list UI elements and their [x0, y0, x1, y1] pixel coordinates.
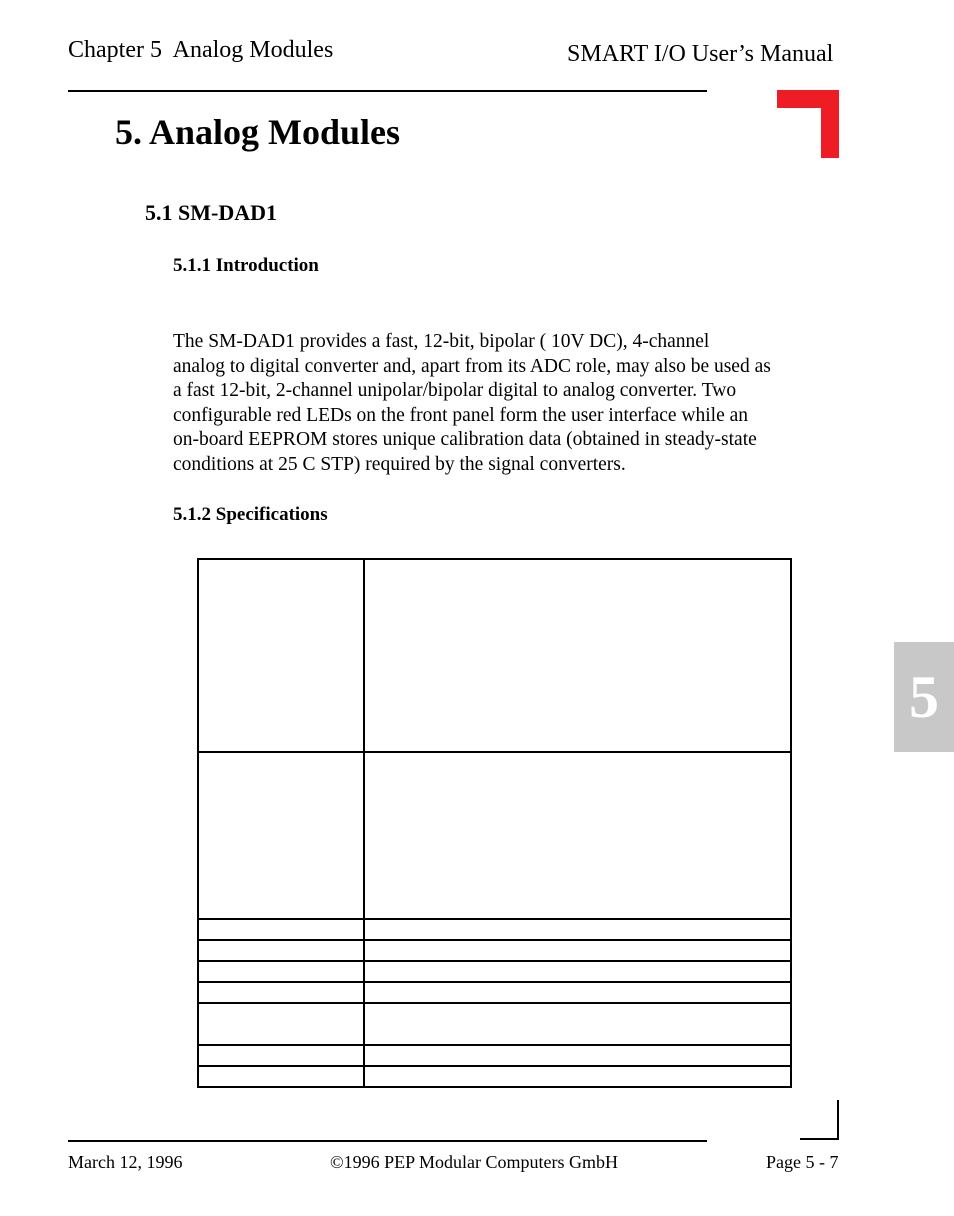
table-row	[198, 752, 791, 919]
spec-value-cell	[364, 940, 791, 961]
chapter-tab: 5	[894, 642, 954, 752]
spec-value-cell	[364, 752, 791, 919]
spec-key-cell	[198, 559, 364, 752]
footer-page-number: Page 5 - 7	[766, 1152, 839, 1172]
table-row	[198, 919, 791, 940]
intro-line: conditions at 25 C STP) required by the signal converters.	[173, 453, 626, 475]
intro-paragraph	[173, 330, 843, 477]
intro-line: on-board EEPROM stores unique calibration data (obtained in steady-state	[173, 429, 757, 450]
spec-value-cell	[364, 961, 791, 982]
table-row	[198, 982, 791, 1003]
bottom-corner-horizontal	[800, 1138, 839, 1140]
bottom-corner-mark	[800, 1100, 839, 1140]
spec-key-cell	[198, 961, 364, 982]
footer-date: March 12, 1996	[68, 1152, 183, 1172]
spec-key-cell	[198, 982, 364, 1003]
spec-key-cell	[198, 1045, 364, 1066]
spec-value-cell	[364, 919, 791, 940]
intro-line: a fast 12-bit, 2-channel unipolar/bipolar digital to analog converter. Two	[173, 380, 737, 401]
red-corner-mark	[777, 90, 839, 158]
spec-key-cell	[198, 940, 364, 961]
table-row	[198, 961, 791, 982]
spec-key-cell	[198, 919, 364, 940]
spec-value-cell	[364, 1045, 791, 1066]
specifications-table	[197, 558, 792, 1088]
bottom-corner-vertical	[837, 1100, 839, 1140]
spec-value-cell	[364, 1003, 791, 1045]
header-chapter: Chapter 5 Analog Modules	[68, 37, 334, 63]
intro-line: configurable red LEDs on the front panel form the user interface while an	[173, 404, 749, 426]
spec-value-cell	[364, 982, 791, 1003]
spec-key-cell	[198, 752, 364, 919]
spec-key-cell	[198, 1003, 364, 1045]
table-row	[198, 1003, 791, 1045]
subsection-intro-heading: 5.1.1 Introduction	[173, 255, 319, 276]
footer-rule	[68, 1140, 707, 1142]
page-title: 5. Analog Modules	[115, 112, 401, 152]
header-rule	[68, 90, 707, 92]
header-manual-title: SMART I/O User’s Manual	[567, 41, 834, 67]
section-heading: 5.1 SM-DAD1	[145, 200, 277, 225]
subsection-spec-heading: 5.1.2 Specifications	[173, 504, 328, 525]
footer-copyright: ©1996 PEP Modular Computers GmbH	[330, 1152, 619, 1172]
spec-key-cell	[198, 1066, 364, 1087]
table-row	[198, 1066, 791, 1087]
intro-line: analog to digital converter and, apart from its ADC role, may also be used as	[173, 355, 771, 377]
red-corner-vertical	[821, 90, 839, 158]
spec-value-cell	[364, 559, 791, 752]
table-row	[198, 940, 791, 961]
spec-value-cell	[364, 1066, 791, 1087]
table-row	[198, 1045, 791, 1066]
table-row	[198, 559, 791, 752]
intro-line: The SM-DAD1 provides a fast, 12-bit, bipolar ( 10V DC), 4-channel	[173, 331, 710, 352]
